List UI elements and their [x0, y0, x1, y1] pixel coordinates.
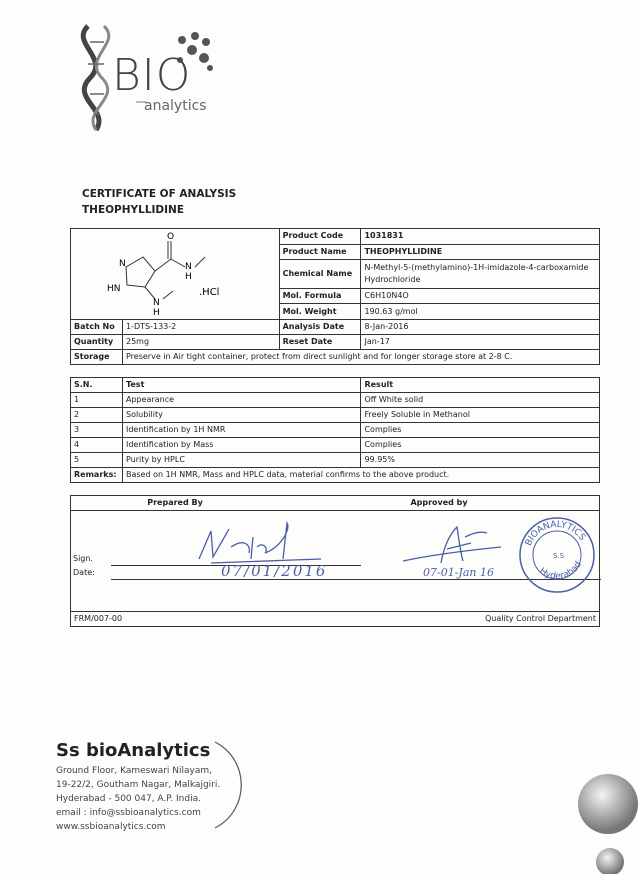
table-row: [71, 453, 600, 468]
label-reset-date: Reset Date: [279, 335, 361, 350]
logo-subtitle: analytics: [144, 98, 207, 114]
value-remarks: Based on 1H NMR, Mass and HPLC data, material confirms to the above product.: [122, 468, 599, 483]
label-mol-weight: Mol. Weight: [279, 304, 361, 320]
test-sn: 3: [71, 423, 123, 438]
label-chemical-name: Chemical Name: [279, 260, 361, 288]
value-quantity: 25mg: [122, 335, 279, 350]
website-line: www.ssbioanalytics.com: [56, 822, 166, 832]
department-label: Quality Control Department: [279, 612, 599, 627]
stamp-left-text: S.S: [553, 552, 565, 560]
table-spacer: [71, 365, 600, 378]
structure-cell: [71, 229, 280, 320]
prepared-date: 07/01/2016: [221, 562, 328, 580]
prepared-by-label: Prepared By: [71, 496, 280, 511]
stamp-top-text: BIOANALYTICS: [523, 519, 588, 548]
table-row: [71, 408, 600, 423]
header-result: Result: [361, 378, 600, 393]
value-analysis-date: 8-Jan-2016: [361, 320, 600, 335]
footer-bracket: [205, 740, 265, 830]
address-line: Hyderabad - 500 047, A.P. India.: [56, 794, 201, 804]
value-mol-weight: 190.63 g/mol: [361, 304, 600, 320]
email-line: email : info@ssbioanalytics.com: [56, 808, 201, 818]
test-result: Complies: [361, 438, 600, 453]
approved-signature: [401, 521, 511, 571]
table-row: [71, 393, 600, 408]
approved-date: 07-01-Jan 16: [423, 566, 494, 579]
label-quantity: Quantity: [71, 335, 123, 350]
certificate-table: [70, 228, 600, 627]
decorative-sphere-icon: [560, 770, 638, 874]
label-analysis-date: Analysis Date: [279, 320, 361, 335]
label-storage: Storage: [71, 350, 123, 365]
address-line: 19-22/2, Goutham Nagar, Malkajgiri.: [56, 780, 221, 790]
test-name: Purity by HPLC: [122, 453, 360, 468]
label-mol-formula: Mol. Formula: [279, 288, 361, 304]
document-subtitle: THEOPHYLLIDINE: [82, 204, 185, 216]
atom-h2: H: [153, 308, 160, 318]
company-stamp: [517, 515, 597, 595]
test-result: Off White solid: [361, 393, 600, 408]
footer-company-name: Ss bioAnalytics: [56, 740, 211, 761]
test-sn: 2: [71, 408, 123, 423]
header-sn: S.N.: [71, 378, 123, 393]
test-sn: 1: [71, 393, 123, 408]
hcl-label: .HCl: [199, 287, 220, 298]
atom-hn: HN: [107, 284, 121, 294]
label-batch-no: Batch No: [71, 320, 123, 335]
test-name: Identification by 1H NMR: [122, 423, 360, 438]
footer-address: [56, 764, 220, 834]
sign-label: Sign.: [73, 554, 93, 563]
header-test: Test: [122, 378, 360, 393]
test-sn: 4: [71, 438, 123, 453]
atom-h1: H: [185, 272, 192, 282]
table-spacer: [71, 483, 600, 496]
value-chemical-name: N-Methyl-5-(methylamino)-1H-imidazole-4-carboxamide Hydrochloride: [361, 260, 600, 288]
label-product-code: Product Code: [279, 229, 361, 245]
stamp-bottom-text: Hyderabad: [537, 559, 584, 582]
test-name: Identification by Mass: [122, 438, 360, 453]
approved-by-label: Approved by: [279, 496, 599, 511]
logo-brand: BIO: [112, 50, 192, 101]
label-product-name: Product Name: [279, 244, 361, 260]
atom-o: O: [167, 232, 175, 242]
test-result: Freely Soluble in Methanol: [361, 408, 600, 423]
test-name: Solubility: [122, 408, 360, 423]
form-number: FRM/007-00: [71, 612, 280, 627]
table-row: [71, 423, 600, 438]
test-name: Appearance: [122, 393, 360, 408]
test-result: 99.95%: [361, 453, 600, 468]
atom-n3: N: [153, 298, 160, 308]
chemical-structure: [71, 229, 271, 329]
test-sn: 5: [71, 453, 123, 468]
value-product-code: 1031831: [361, 229, 600, 245]
label-remarks: Remarks:: [71, 468, 123, 483]
table-row: [71, 438, 600, 453]
test-result: Complies: [361, 423, 600, 438]
value-batch-no: 1-DTS-133-2: [122, 320, 279, 335]
atom-n1: N: [119, 259, 126, 269]
signature-area: [71, 511, 600, 612]
value-product-name: THEOPHYLLIDINE: [361, 244, 600, 260]
address-line: Ground Floor, Kameswari Nilayam,: [56, 766, 212, 776]
date-label: Date:: [73, 568, 95, 577]
value-storage: Preserve in Air tight container, protect from direct sunlight and for longer storage store at 2-8 C.: [122, 350, 599, 365]
value-mol-formula: C6H10N4O: [361, 288, 600, 304]
atom-n2: N: [185, 262, 192, 272]
value-reset-date: Jan-17: [361, 335, 600, 350]
document-title: CERTIFICATE OF ANALYSIS: [82, 188, 237, 200]
